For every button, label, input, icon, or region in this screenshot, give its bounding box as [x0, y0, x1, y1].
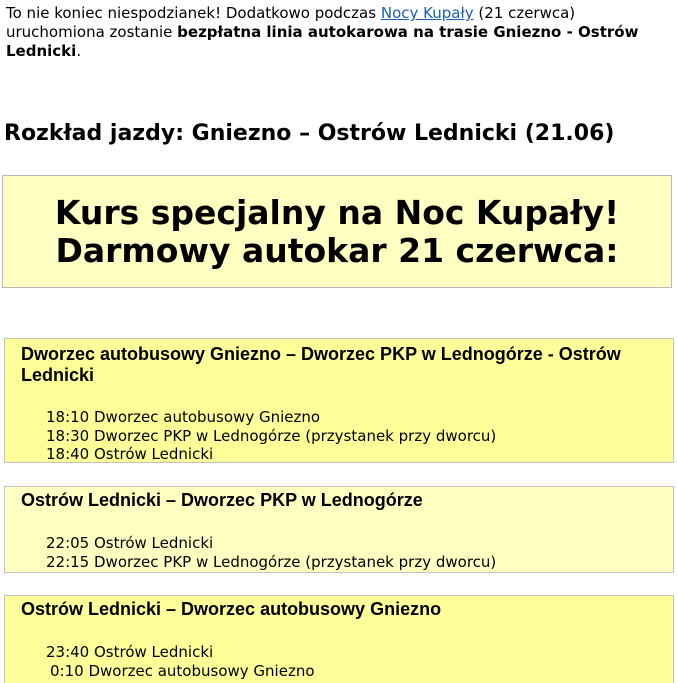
stop-item: 22:15 Dworzec PKP w Lednogórze (przystanek przy dworcu) — [46, 552, 497, 571]
route-box-3 — [4, 595, 674, 683]
route-box-2 — [4, 486, 674, 573]
route-box-1 — [4, 338, 674, 463]
intro-text-cont: (21 czerwca) uruchomiona zostanie — [6, 4, 576, 41]
intro-text-end: . — [76, 42, 82, 60]
banner-line-2: Darmowy autokar 21 czerwca: — [55, 230, 619, 270]
stop-item: 0:10 Dworzec autobusowy Gniezno — [50, 661, 315, 680]
stop-item: 18:30 Dworzec PKP w Lednogórze (przystanek przy dworcu) — [46, 426, 497, 445]
stop-list — [21, 643, 673, 680]
stop-item: 23:40 Ostrów Lednicki — [46, 643, 214, 661]
special-course-banner — [2, 175, 672, 288]
stop-list — [21, 534, 673, 571]
intro-paragraph — [6, 4, 666, 61]
stop-item: 18:10 Dworzec autobusowy Gniezno — [46, 408, 321, 426]
noc-kupaly-link[interactable]: Nocy Kupały — [380, 4, 474, 22]
schedule-title: Rozkład jazdy: Gniezno – Ostrów Lednicki (21.06) — [4, 121, 615, 146]
route-title: Ostrów Lednicki – Dworzec PKP w Lednogórze — [21, 490, 423, 510]
route-title: Dworzec autobusowy Gniezno – Dworzec PKP w Lednogórze - Ostrów Lednicki — [21, 344, 621, 385]
intro-bold-text: bezpłatna linia autokarowa na trasie Gniezno - Ostrów Lednicki — [6, 23, 639, 60]
intro-text: To nie koniec niespodzianek! Dodatkowo podczas — [6, 4, 381, 22]
stop-list — [21, 408, 673, 464]
stop-item: 18:40 Ostrów Lednicki — [46, 445, 214, 463]
route-title: Ostrów Lednicki – Dworzec autobusowy Gniezno — [21, 599, 442, 619]
banner-line-1: Kurs specjalny na Noc Kupały! — [54, 192, 620, 232]
stop-item: 22:05 Ostrów Lednicki — [46, 534, 214, 552]
